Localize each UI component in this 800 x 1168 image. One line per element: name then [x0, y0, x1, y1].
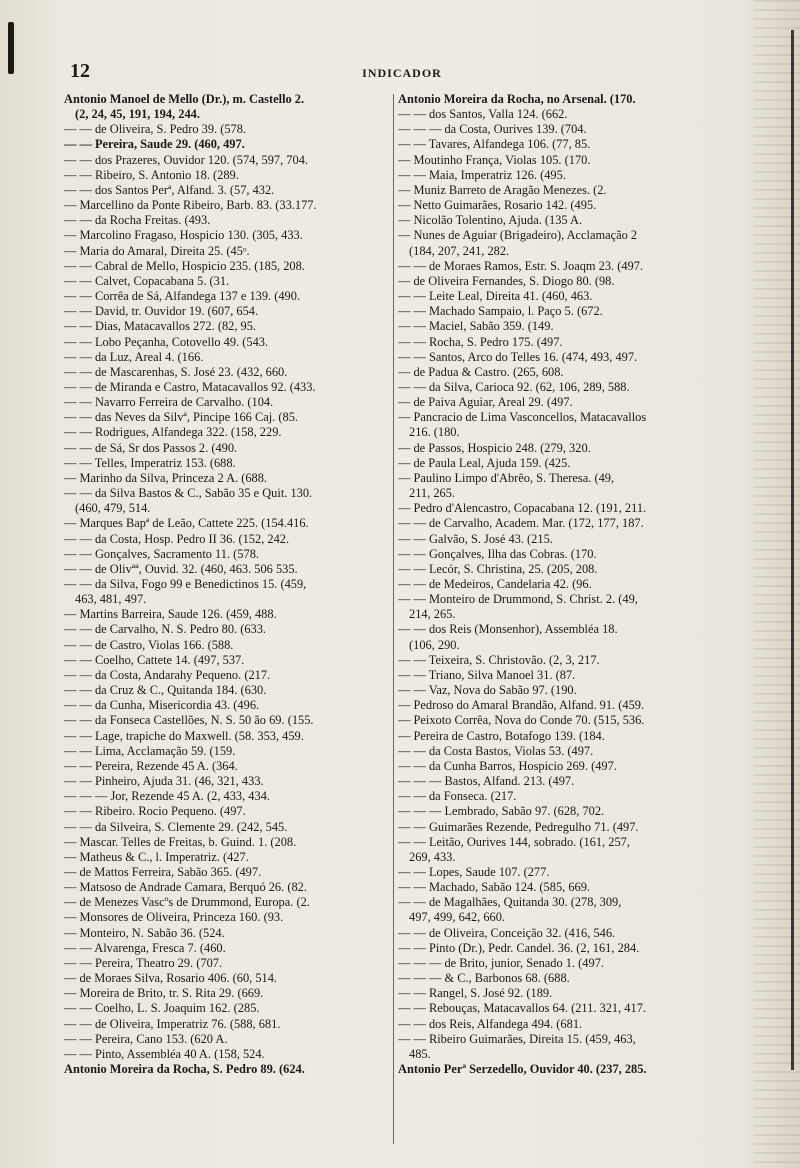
index-entry: — — da Cunha Barros, Hospicio 269. (497.	[398, 758, 617, 773]
index-entry: — — dos Reis (Monsenhor), Assembléa 18.	[398, 622, 618, 637]
index-entry: — Marinho da Silva, Princeza 2 A. (688.	[64, 470, 268, 485]
index-entry: — — da Silva, Fogo 99 e Benedictinos 15. (459,	[64, 577, 307, 591]
index-entry: — Matsoso de Andrade Camara, Berquó 26. (82.	[64, 880, 307, 895]
index-entry-continuation: 211, 265.	[409, 486, 456, 501]
index-entry: — — Leitão, Ourives 144, sobrado. (161, 257,	[398, 834, 630, 849]
page-edge	[791, 30, 794, 1070]
index-entry: — — Maia, Imperatriz 126. (495.	[398, 167, 566, 182]
index-entry: — Netto Guimarães, Rosario 142. (495.	[398, 198, 597, 213]
index-entry: — — Pereira, Theatro 29. (707.	[64, 955, 223, 970]
index-entry: — — da Cunha, Misericordia 43. (496.	[64, 698, 260, 713]
index-entry: — — Alvarenga, Fresca 7. (460.	[64, 940, 226, 955]
index-entry: — — Guimarães Rezende, Pedregulho 71. (497.	[398, 819, 639, 834]
index-entry: — — Monteiro de Drummond, S. Christ. 2. (49,	[398, 592, 638, 607]
index-entry: — — — de Brito, junior, Senado 1. (497.	[398, 955, 604, 970]
index-entry: — — Pinto, Assembléa 40 A. (158, 524.	[64, 1046, 265, 1061]
index-entry: — — Corrêa de Sá, Alfandega 137 e 139. (490.	[64, 289, 301, 304]
index-entry: — Pedroso do Amaral Brandão, Alfand. 91. (459.	[398, 698, 645, 713]
index-entry-continuation: 463, 481, 497.	[75, 592, 147, 607]
index-entry-continuation: (460, 479, 514.	[75, 501, 151, 516]
binding-mark	[8, 22, 14, 74]
index-entry: — Nicolão Tolentino, Ajuda. (135 A.	[398, 213, 583, 228]
index-entry: — — David, tr. Ouvidor 19. (607, 654.	[64, 304, 259, 319]
index-entry: — — de Miranda e Castro, Matacavallos 92. (433.	[64, 379, 316, 394]
index-entry: — — Lobo Peçanha, Cotovello 49. (543.	[64, 334, 269, 349]
index-entry: — Moreira de Brito, tr. S. Rita 29. (669.	[64, 986, 264, 1001]
index-entry: — Marques Bapª de Leão, Cattete 225. (154.416.	[64, 516, 309, 531]
index-entry: — — Dias, Matacavallos 272. (82, 95.	[64, 319, 257, 334]
index-entry: — — da Fonseca Castellões, N. S. 50 ão 69. (155.	[64, 713, 314, 728]
index-entry: — de Paiva Aguiar, Areal 29. (497.	[398, 395, 573, 410]
index-entry: — Monsores de Oliveira, Princeza 160. (93.	[64, 910, 284, 925]
index-entry: — de Menezes Vascºs de Drummond, Europa. (2.	[64, 895, 310, 910]
index-entry: — — Lage, trapiche do Maxwell. (58. 353, 459.	[64, 728, 304, 743]
index-entry: — — Lopes, Saude 107. (277.	[398, 864, 550, 879]
page-header	[62, 60, 742, 86]
index-entry-continuation: 269, 433.	[409, 849, 456, 864]
index-entry: — — Machado Sampaio, l. Paço 5. (672.	[398, 304, 603, 319]
index-entry: — — de Castro, Violas 166. (588.	[64, 637, 234, 652]
index-entry: Antonio Perª Serzedello, Ouvidor 40. (237, 285.	[398, 1062, 647, 1076]
index-entry: — — Pinheiro, Ajuda 31. (46, 321, 433.	[64, 774, 264, 789]
index-entry: — de Moraes Silva, Rosario 406. (60, 514.	[64, 971, 278, 986]
index-entry-continuation: 214, 265.	[409, 607, 456, 622]
index-entry-continuation: 497, 499, 642, 660.	[409, 910, 506, 925]
index-entry: — — de Medeiros, Candelaria 42. (96.	[398, 577, 592, 591]
index-entry: — — Teixeira, S. Christovão. (2, 3, 217.	[398, 652, 600, 667]
index-entry: — — de Magalhães, Quitanda 30. (278, 309,	[398, 895, 622, 910]
index-entry: — — Pinto (Dr.), Pedr. Candel. 36. (2, 161, 284.	[398, 940, 640, 955]
index-entry: — — Machado, Sabão 124. (585, 669.	[398, 880, 591, 895]
index-entry: — — Calvet, Copacabana 5. (31.	[64, 273, 230, 288]
index-entry: — — da Silveira, S. Clemente 29. (242, 545.	[64, 819, 288, 834]
index-entry: — — Coelho, L. S. Joaquim 162. (285.	[64, 1001, 260, 1016]
index-entry: — — Ribeiro Guimarães, Direita 15. (459, 463,	[398, 1031, 636, 1046]
index-entry: — — — da Costa, Ourives 139. (704.	[398, 122, 587, 137]
index-entry: — Matheus & C., l. Imperatriz. (427.	[64, 849, 249, 864]
index-entry: — — da Cruz & C., Quitanda 184. (630.	[64, 683, 267, 698]
index-entry: — Muniz Barreto de Aragão Menezes. (2.	[398, 182, 607, 197]
column-divider	[393, 94, 394, 1144]
index-entry: — — de Oliveira, Imperatriz 76. (588, 681.	[64, 1016, 281, 1031]
index-entry: — — Ribeiro. Rocio Pequeno. (497.	[64, 804, 246, 819]
index-entry: — — de Carvalho, N. S. Pedro 80. (633.	[64, 622, 267, 637]
index-entry: — Marcolino Fragaso, Hospicio 130. (305, 433.	[64, 228, 303, 243]
index-entry: — — Pereira, Rezende 45 A. (364.	[64, 758, 238, 773]
index-entry: — Pancracio de Lima Vasconcellos, Matacavallos	[398, 410, 647, 425]
index-entry: — de Padua & Castro. (265, 608.	[398, 364, 564, 379]
index-entry: — — das Neves da Silvª, Pincipe 166 Caj. (85.	[64, 410, 298, 425]
index-entry: — — Rebouças, Matacavallos 64. (211. 321, 417.	[398, 1001, 646, 1016]
index-entry: — Nunes de Aguiar (Brigadeiro), Acclamação 2	[398, 228, 638, 243]
index-entry: Antonio Moreira da Rocha, S. Pedro 89. (624.	[64, 1062, 305, 1076]
index-entry: — — dos Prazeres, Ouvidor 120. (574, 597, 704.	[64, 152, 308, 167]
index-entry: — — Rangel, S. José 92. (189.	[398, 986, 553, 1001]
index-entry: — — Pereira, Cano 153. (620 A.	[64, 1031, 228, 1046]
index-entry: — — de Olivªª, Ouvid. 32. (460, 463. 506 535.	[64, 561, 298, 576]
index-entry: — — de Oliveira, S. Pedro 39. (578.	[64, 122, 247, 137]
right-column	[398, 92, 730, 1152]
index-entry: — — — Jor, Rezende 45 A. (2, 433, 434.	[64, 789, 270, 804]
index-entry: — — de Sá, Sr dos Passos 2. (490.	[64, 440, 238, 455]
index-entry: Antonio Manoel de Mello (Dr.), m. Castello 2.	[64, 92, 305, 106]
index-entry: — — Lecór, S. Christina, 25. (205, 208.	[398, 561, 598, 576]
left-column	[64, 92, 392, 1152]
index-entry: — Pedro d'Alencastro, Copacabana 12. (191, 211.	[398, 501, 647, 516]
index-entry: — — Lima, Acclamação 59. (159.	[64, 743, 236, 758]
index-entry: — — da Rocha Freitas. (493.	[64, 213, 211, 228]
index-entry: — — Ribeiro, S. Antonio 18. (289.	[64, 167, 239, 182]
index-entry: — Mascar. Telles de Freitas, b. Guind. 1. (208.	[64, 834, 297, 849]
index-entry: — Peixoto Corrêa, Nova do Conde 70. (515, 536.	[398, 713, 645, 728]
index-entry: — — da Silva Bastos & C., Sabão 35 e Quit. 130.	[64, 486, 313, 501]
index-entry: — — Galvão, S. José 43. (215.	[398, 531, 553, 546]
index-entry: — — da Costa, Hosp. Pedro II 36. (152, 242.	[64, 531, 290, 546]
index-entry: — — dos Santos, Valla 124. (662.	[398, 107, 568, 122]
index-entry: — de Oliveira Fernandes, S. Diogo 80. (98.	[398, 273, 615, 288]
index-entry: — — Telles, Imperatriz 153. (688.	[64, 455, 236, 470]
index-entry: — Pereira de Castro, Botafogo 139. (184.	[398, 728, 605, 743]
index-entry: — — Coelho, Cattete 14. (497, 537.	[64, 652, 245, 667]
index-entry: — — da Costa, Andarahy Pequeno. (217.	[64, 667, 271, 682]
index-entry-continuation: (106, 290.	[409, 637, 460, 652]
index-entry-continuation: (184, 207, 241, 282.	[409, 243, 510, 258]
index-entry: — — Pereira, Saude 29. (460, 497.	[64, 137, 245, 152]
index-entry: — Monteiro, N. Sabão 36. (524.	[64, 925, 225, 940]
index-entry: — — dos Santos Perª, Alfand. 3. (57, 432.	[64, 182, 275, 197]
index-entry: — — de Mascarenhas, S. José 23. (432, 660.	[64, 364, 288, 379]
index-entry: — — da Fonseca. (217.	[398, 789, 517, 804]
index-entry: — Paulino Limpo d'Abrêo, S. Theresa. (49,	[398, 470, 615, 485]
index-entry: — — — & C., Barbonos 68. (688.	[398, 971, 570, 986]
index-entry: — de Mattos Ferreira, Sabão 365. (497.	[64, 864, 262, 879]
index-entry: — — Maciel, Sabão 359. (149.	[398, 319, 554, 334]
index-entry: — — Navarro Ferreira de Carvalho. (104.	[64, 395, 274, 410]
index-entry: — — Tavares, Alfandega 106. (77, 85.	[398, 137, 591, 152]
index-entry: — — da Silva, Carioca 92. (62, 106, 289, 588.	[398, 379, 630, 394]
index-entry: — Maria do Amaral, Direita 25. (45ᵒ.	[64, 243, 250, 258]
index-entry: — de Paula Leal, Ajuda 159. (425.	[398, 455, 571, 470]
index-entry: — — Gonçalves, Sacramento 11. (578.	[64, 546, 259, 561]
index-entry: — — dos Reis, Alfandega 494. (681.	[398, 1016, 583, 1031]
index-entry: — Marcellino da Ponte Ribeiro, Barb. 83. (33.177.	[64, 198, 317, 213]
index-entry: — de Passos, Hospicio 248. (279, 320.	[398, 440, 591, 455]
index-entry: — — Triano, Silva Manoel 31. (87.	[398, 667, 576, 682]
index-entry: — — — Lembrado, Sabão 97. (628, 702.	[398, 804, 605, 819]
index-entry: — — Rocha, S. Pedro 175. (497.	[398, 334, 563, 349]
index-entry-continuation: (2, 24, 45, 191, 194, 244.	[75, 107, 200, 122]
index-entry: — — de Moraes Ramos, Estr. S. Joaqm 23. (497.	[398, 258, 644, 273]
index-entry: Antonio Moreira da Rocha, no Arsenal. (170.	[398, 92, 636, 106]
index-entry: — — Santos, Arco do Telles 16. (474, 493, 497.	[398, 349, 638, 364]
index-entry: — — — Bastos, Alfand. 213. (497.	[398, 774, 575, 789]
index-entry: — — Rodrigues, Alfandega 322. (158, 229.	[64, 425, 282, 440]
index-entry: — Moutinho França, Violas 105. (170.	[398, 152, 591, 167]
index-entry-continuation: 216. (180.	[409, 425, 460, 440]
index-entry: — — Vaz, Nova do Sabão 97. (190.	[398, 683, 577, 698]
index-entry: — — da Costa Bastos, Violas 53. (497.	[398, 743, 594, 758]
index-entry: — — Gonçalves, Ilha das Cobras. (170.	[398, 546, 597, 561]
index-entry-continuation: 485.	[409, 1046, 431, 1061]
index-entry: — — de Oliveira, Conceição 32. (416, 546.	[398, 925, 616, 940]
running-head: INDICADOR	[362, 66, 442, 80]
index-entry: — — de Carvalho, Academ. Mar. (172, 177, 187.	[398, 516, 644, 531]
index-entry: — — Leite Leal, Direita 41. (460, 463.	[398, 289, 593, 304]
index-entry: — — da Luz, Areal 4. (166.	[64, 349, 204, 364]
page-number: 12	[70, 60, 90, 82]
index-entry: — — Cabral de Mello, Hospicio 235. (185, 208.	[64, 258, 305, 273]
index-entry: — Martins Barreira, Saude 126. (459, 488.	[64, 607, 277, 622]
